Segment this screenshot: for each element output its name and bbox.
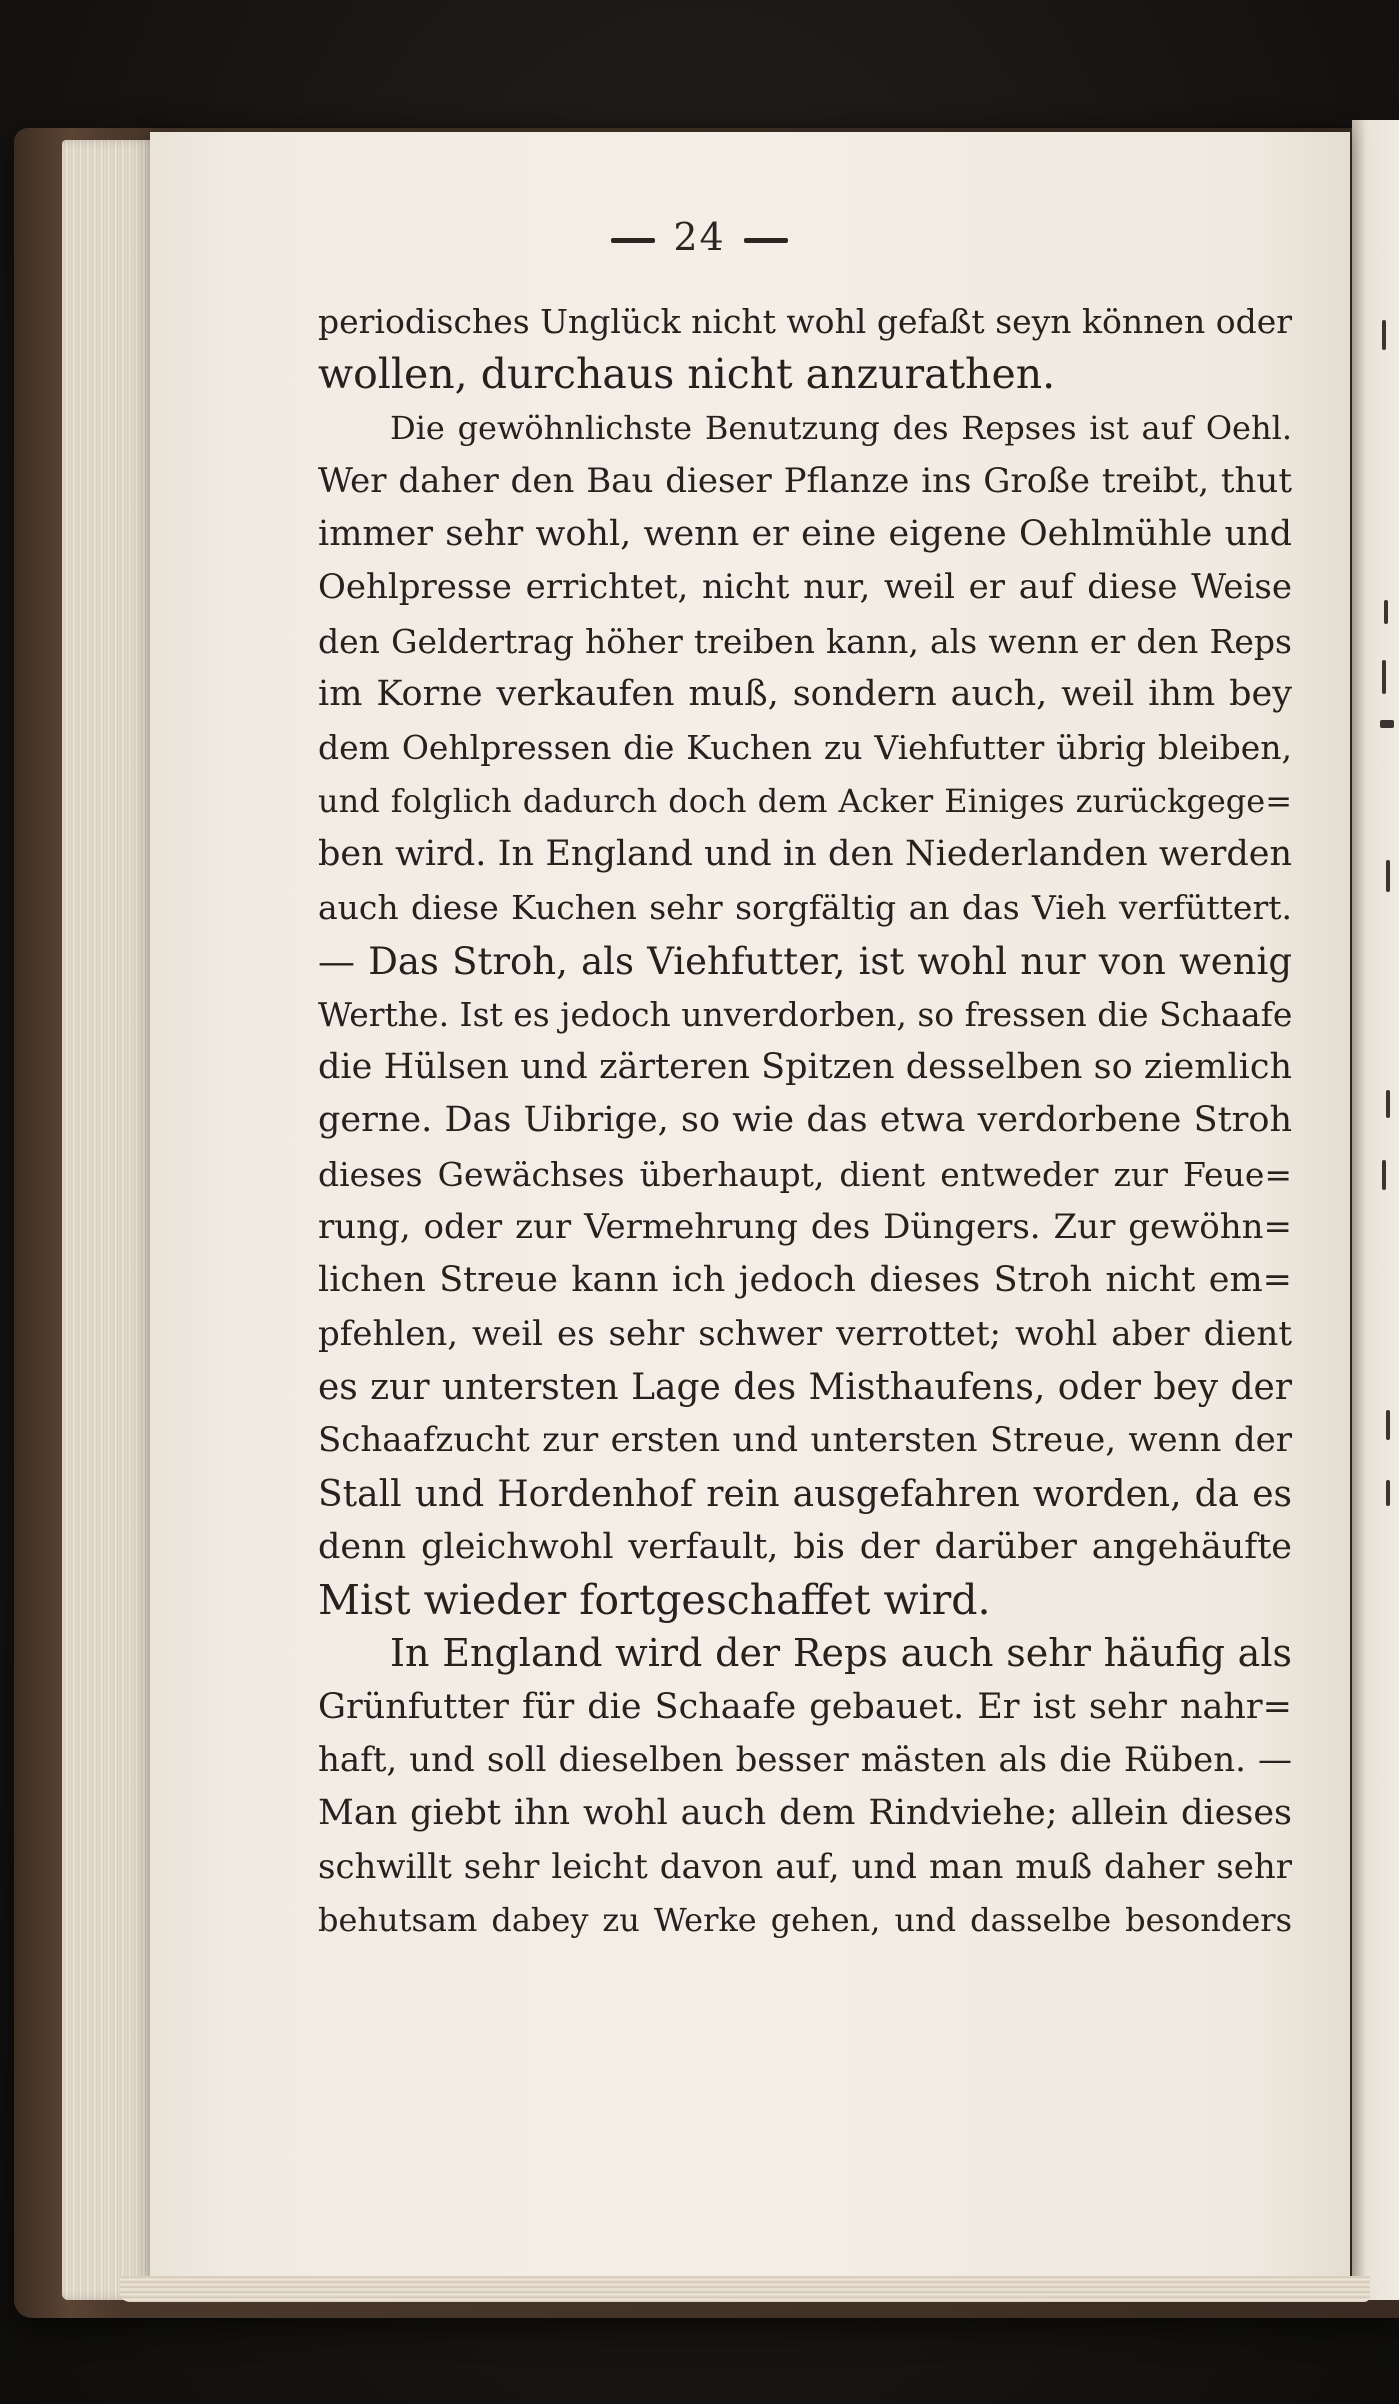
text-line: ben wird. In England und in den Niederlanden werden: [318, 833, 1292, 874]
text-line: Oehlpresse errichtet, nicht nur, weil er auf diese Weise: [318, 567, 1292, 608]
text-line: es zur untersten Lage des Misthaufens, oder bey der: [318, 1366, 1292, 1408]
text-line: den Geldertrag höher treiben kann, als wenn er den Reps: [318, 621, 1292, 661]
text-line: rung, oder zur Vermehrung des Düngers. Zur gewöhn=: [318, 1207, 1292, 1248]
text-line: wollen, durchaus nicht anzurathen.: [318, 350, 1056, 399]
text-line: Wer daher den Bau dieser Pflanze ins Große treibt, thut: [318, 460, 1292, 501]
text-line: Grünfutter für die Schaafe gebauet. Er ist sehr nahr=: [318, 1686, 1292, 1727]
text-line: denn gleichwohl verfault, bis der darüber angehäufte: [318, 1526, 1292, 1567]
text-line: Man giebt ihn wohl auch dem Rindviehe; allein dieses: [318, 1793, 1292, 1834]
header-dash-right: [744, 238, 788, 243]
text-line: Stall und Hordenhof rein ausgefahren worden, da es: [318, 1473, 1292, 1515]
page-number: 24: [673, 215, 726, 259]
text-line: periodisches Unglück nicht wohl gefaßt seyn können oder: [318, 302, 1292, 341]
text-line: behutsam dabey zu Werke gehen, und dasselbe besonders: [318, 1900, 1292, 1939]
text-line: gerne. Das Uibrige, so wie das etwa verdorbene Stroh: [318, 1100, 1292, 1141]
text-line: Mist wieder fortgeschaffet wird.: [318, 1576, 991, 1625]
text-line: Schaafzucht zur ersten und untersten Streue, wenn der: [318, 1420, 1292, 1461]
text-line: schwillt sehr leicht davon auf, und man muß daher sehr: [318, 1846, 1292, 1887]
text-line: — Das Stroh, als Viehfutter, ist wohl nur von wenig: [318, 939, 1292, 983]
paragraph-start-line: In England wird der Reps auch sehr häufig als: [390, 1631, 1292, 1676]
text-line: die Hülsen und zärteren Spitzen desselben so ziemlich: [318, 1047, 1292, 1088]
text-line: auch diese Kuchen sehr sorgfältig an das Vieh verfüttert.: [318, 888, 1292, 928]
body-text: [318, 295, 1292, 1947]
page-number-header: [0, 215, 1399, 259]
text-line: haft, und soll dieselben besser mästen als die Rüben. —: [318, 1740, 1292, 1781]
text-line: pfehlen, weil es sehr schwer verrottet; wohl aber dient: [318, 1313, 1292, 1354]
header-dash-left: [611, 238, 655, 243]
text-line: lichen Streue kann ich jedoch dieses Stroh nicht em=: [318, 1260, 1292, 1301]
text-line: immer sehr wohl, wenn er eine eigene Oehlmühle und: [318, 514, 1292, 555]
text-line: im Korne verkaufen muß, sondern auch, weil ihm bey: [318, 674, 1292, 715]
text-line: Werthe. Ist es jedoch unverdorben, so fressen die Schaafe: [318, 994, 1293, 1034]
text-line: dem Oehlpressen die Kuchen zu Viehfutter übrig bleiben,: [318, 728, 1292, 768]
text-line: und folglich dadurch doch dem Acker Einiges zurückgege=: [318, 781, 1292, 820]
paragraph-start-line: Die gewöhnlichste Benutzung des Repses ist auf Oehl.: [390, 408, 1292, 447]
text-line: dieses Gewächses überhaupt, dient entweder zur Feue=: [318, 1154, 1292, 1194]
facing-page: [1352, 120, 1399, 2300]
page-bottom-edge: [120, 2276, 1370, 2302]
